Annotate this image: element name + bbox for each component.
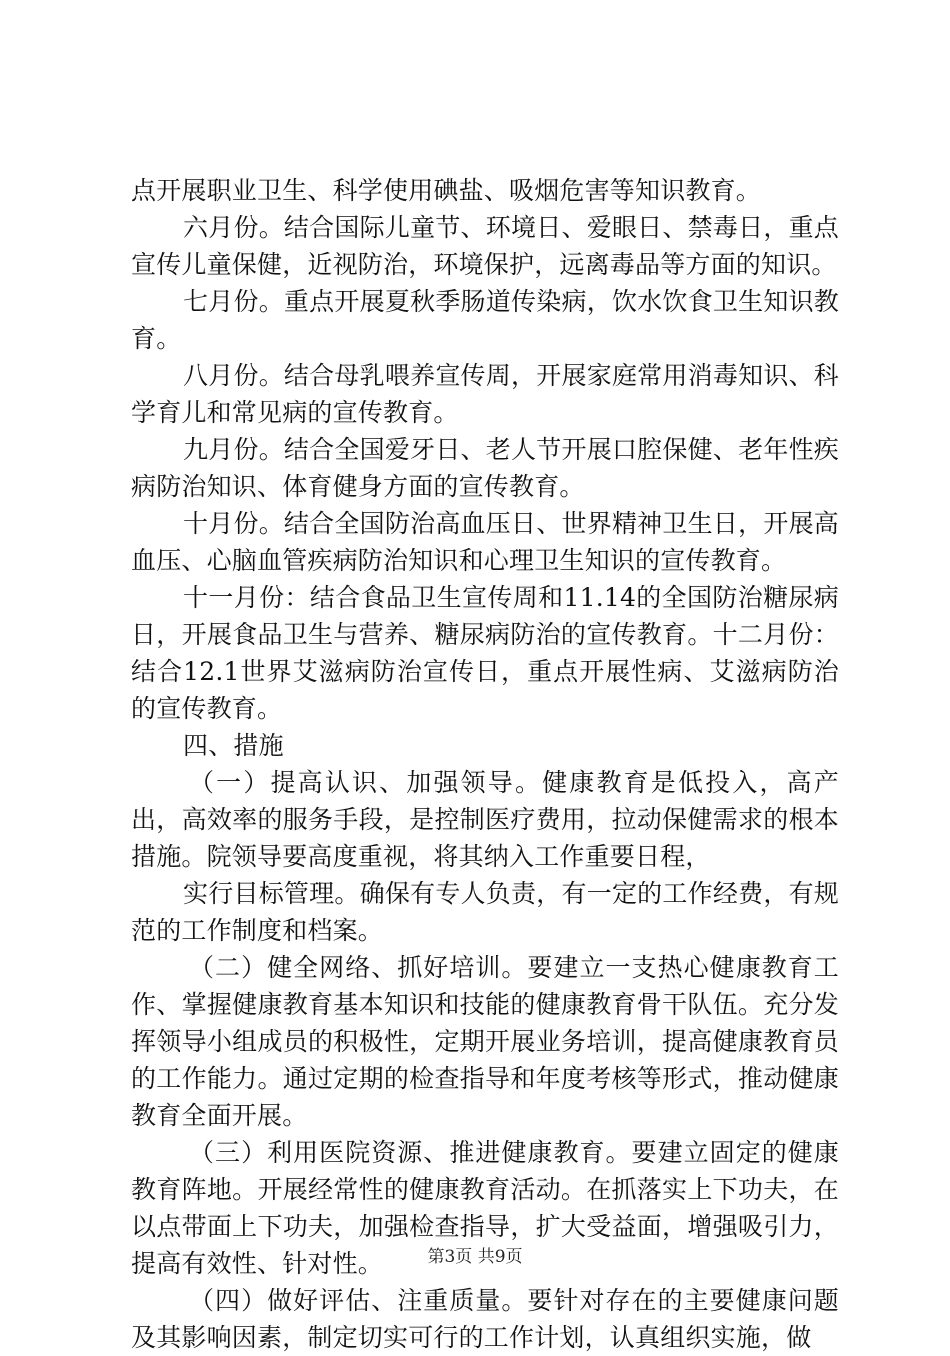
paragraph-measure-3: （三）利用医院资源、推进健康教育。要建立固定的健康教育阵地。开展经常性的健康教育活动。在抓落实上下功夫，在以点带面上下功夫，加强检查指导，扩大受益面，增强吸引力，提高有效性、针对性。 [131, 1138, 839, 1278]
paragraph-september: 九月份。结合全国爱牙日、老人节开展口腔保健、老年性疾病防治知识、体育健身方面的宣传教育。 [131, 435, 839, 501]
paragraph-measure-1-cont: 实行目标管理。确保有专人负责，有一定的工作经费，有规范的工作制度和档案。 [131, 879, 839, 945]
paragraph-november-december: 十一月份：结合食品卫生宣传周和11.14的全国防治糖尿病日，开展食品卫生与营养、糖尿病防治的宣传教育。十二月份：结合12.1世界艾滋病防治宣传日，重点开展性病、艾滋病防治的宣传教育。 [131, 583, 839, 723]
paragraph-august: 八月份。结合母乳喂养宣传周，开展家庭常用消毒知识、科学育儿和常见病的宣传教育。 [131, 361, 839, 427]
page-number: 第3页 共9页 [427, 1247, 523, 1267]
paragraph-continuation: 点开展职业卫生、科学使用碘盐、吸烟危害等知识教育。 [131, 176, 762, 205]
paragraph-measure-2: （二）健全网络、抓好培训。要建立一支热心健康教育工作、掌握健康教育基本知识和技能的健康教育骨干队伍。充分发挥领导小组成员的积极性，定期开展业务培训，提高健康教育员的工作能力。通过定期的检查指导和年度考核等形式，推动健康教育全面开展。 [131, 953, 839, 1130]
paragraph-measure-4: （四）做好评估、注重质量。要针对存在的主要健康问题及其影响因素，制定切实可行的工作计划，认真组织实施，做 [131, 1286, 839, 1352]
section-heading-measures: 四、措施 [183, 731, 284, 760]
paragraph-july: 七月份。重点开展夏秋季肠道传染病，饮水饮食卫生知识教育。 [131, 287, 839, 353]
document-body [131, 172, 839, 1356]
paragraph-measure-1: （一）提高认识、加强领导。健康教育是低投入，高产出，高效率的服务手段，是控制医疗费用，拉动保健需求的根本措施。院领导要高度重视，将其纳入工作重要日程， [131, 768, 839, 871]
paragraph-june: 六月份。结合国际儿童节、环境日、爱眼日、禁毒日，重点宣传儿童保健，近视防治，环境保护，远离毒品等方面的知识。 [131, 213, 839, 279]
paragraph-october: 十月份。结合全国防治高血压日、世界精神卫生日，开展高血压、心脑血管疾病防治知识和心理卫生知识的宣传教育。 [131, 509, 839, 575]
